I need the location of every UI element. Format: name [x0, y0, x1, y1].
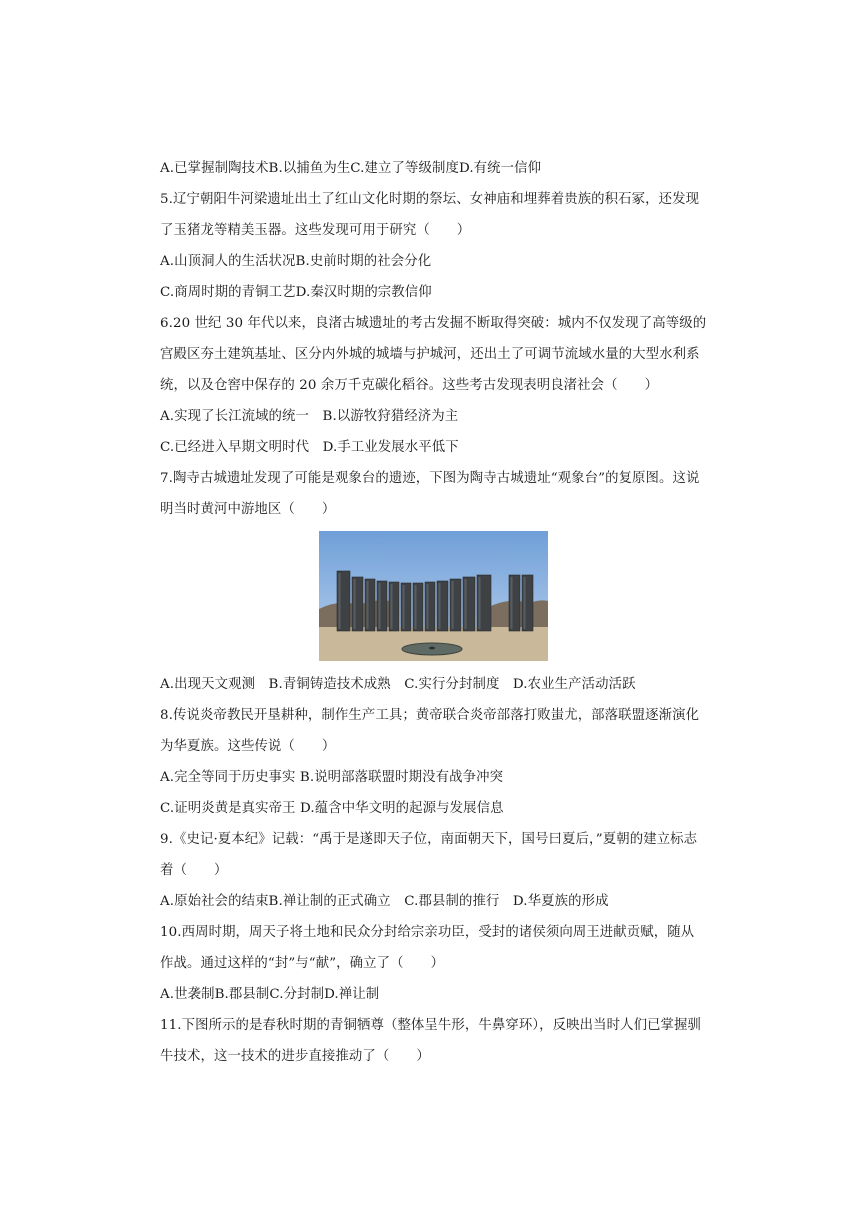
pillar-highlight [452, 581, 454, 629]
observatory-photo [319, 531, 548, 661]
pillar-highlight [479, 577, 481, 629]
pillar-highlight [354, 579, 356, 629]
q5-stem-line-2: 了玉猪龙等精美玉器。这些发现可用于研究（ ） [160, 223, 471, 238]
q9-options: A.原始社会的结束B.禅让制的正式确立 C.郡县制的推行 D.华夏族的形成 [160, 894, 609, 909]
q7-stem-line-2: 明当时黄河中游地区（ ） [160, 502, 336, 517]
q6-stem-line-1: 6.20 世纪 30 年代以来，良渚古城遗址的考古发掘不断取得突破：城内不仅发现了高等级的 [160, 316, 707, 331]
q5-options-cd: C.商周时期的青铜工艺D.秦汉时期的宗教信仰 [160, 285, 432, 300]
pillar-highlight [511, 577, 513, 629]
q8-options-ab: A.完全等同于历史事实 B.说明部落联盟时期没有战争冲突 [160, 770, 504, 785]
q4-options: A.已掌握制陶技术B.以捕鱼为生C.建立了等级制度D.有统一信仰 [160, 161, 542, 176]
q10-stem-line-2: 作战。通过这样的“封”与“献”，确立了（ ） [160, 956, 445, 971]
q7-options: A.出现天文观测 B.青铜铸造技术成熟 C.实行分封制度 D.农业生产活动活跃 [160, 677, 636, 692]
q8-stem-line-2: 为华夏族。这些传说（ ） [160, 739, 336, 754]
q8-options-cd: C.证明炎黄是真实帝王 D.蕴含中华文明的起源与发展信息 [160, 801, 504, 816]
q6-stem-line-2: 宫殿区夯土建筑基址、区分内外城的城墙与护城河，还出土了可调节流域水量的大型水利系 [160, 347, 700, 362]
pillar-highlight [379, 583, 381, 629]
q7-stem-line-1: 7.陶寺古城遗址发现了可能是观象台的遗迹，下图为陶寺古城遗址“观象台”的复原图。这说 [160, 471, 700, 486]
q11-stem-line-2: 牛技术，这一技术的进步直接推动了（ ） [160, 1049, 430, 1064]
q10-options: A.世袭制B.郡县制C.分封制D.禅让制 [160, 987, 380, 1002]
q5-options-ab: A.山顶洞人的生活状况B.史前时期的社会分化 [160, 254, 432, 269]
pillar-highlight [524, 577, 526, 629]
observatory-illustration [319, 531, 548, 661]
pillar-highlight [367, 581, 369, 629]
q6-options-ab: A.实现了长江流域的统一 B.以游牧狩猎经济为主 [160, 409, 459, 424]
q6-stem-line-3: 统，以及仓窖中保存的 20 余万千克碳化稻谷。这些考古发现表明良渚社会（ ） [160, 378, 659, 393]
pillar-highlight [339, 573, 341, 629]
observation-point [429, 647, 435, 650]
q5-stem-line-1: 5.辽宁朝阳牛河梁遗址出土了红山文化时期的祭坛、女神庙和埋葬着贵族的积石冢，还发现 [160, 192, 700, 207]
pillar-highlight [465, 579, 467, 629]
pillar-highlight [439, 583, 441, 629]
q8-stem-line-1: 8.传说炎帝教民开垦耕种，制作生产工具；黄帝联合炎帝部落打败蚩尤，部落联盟逐渐演化 [160, 708, 700, 723]
pillar-highlight [391, 584, 393, 629]
pillar-highlight [427, 584, 429, 629]
q11-stem-line-1: 11.下图所示的是春秋时期的青铜牺尊（整体呈牛形，牛鼻穿环），反映出当时人们已掌握驯 [160, 1018, 702, 1033]
q10-stem-line-1: 10.西周时期，周天子将土地和民众分封给宗亲功臣，受封的诸侯须向周王进献贡赋，随从 [160, 925, 695, 940]
q6-options-cd: C.已经进入早期文明时代 D.手工业发展水平低下 [160, 440, 459, 455]
pillar-highlight [403, 585, 405, 629]
q9-stem-line-1: 9.《史记·夏本纪》记载：“禹于是遂即天子位，南面朝天下，国号曰夏后，”夏朝的建立标志 [160, 832, 698, 847]
q9-stem-line-2: 着（ ） [160, 863, 228, 878]
pillar-highlight [415, 585, 417, 629]
